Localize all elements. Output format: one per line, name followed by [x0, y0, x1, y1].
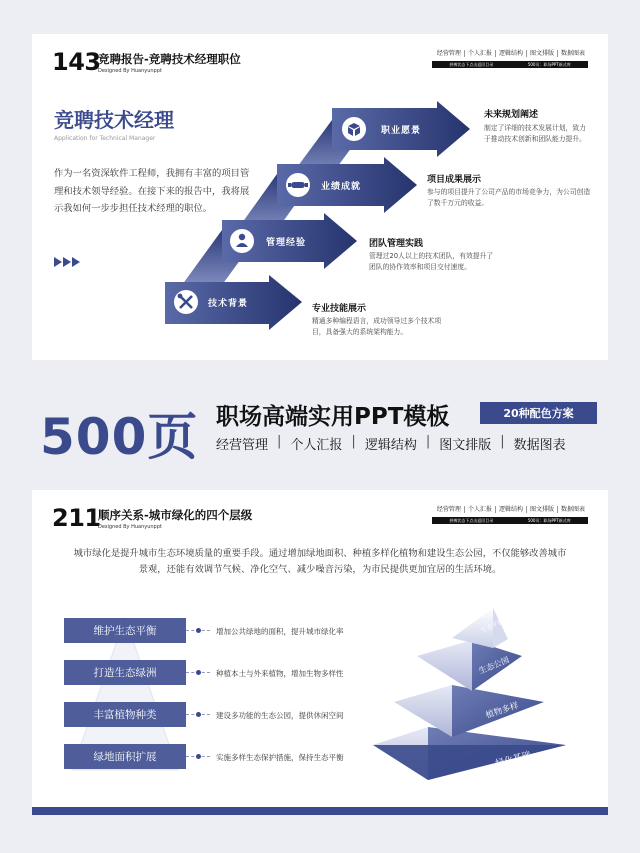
nav-item[interactable]: 经营管理	[436, 50, 461, 57]
annotation-title: 专业技能展示	[312, 304, 367, 314]
category-separator: |	[500, 434, 505, 449]
step-label: 业绩成就	[321, 182, 362, 192]
slide-designer: Designed By Huanyunppt	[98, 68, 162, 74]
category-separator: |	[277, 434, 282, 449]
pyramid-graphic	[32, 490, 608, 815]
nav-item[interactable]: 图文排版	[526, 506, 557, 513]
banner-badge: 20种配色方案	[480, 402, 597, 424]
level-button[interactable]: 绿地面积扩展	[64, 744, 186, 769]
nav-bar-right[interactable]: 500页：职场PPT新式库	[527, 61, 571, 67]
step-label: 职业愿景	[381, 126, 422, 136]
annotation-text: 制定了详细的技术发展计划，致力于推动技术创新和团队能力提升。	[484, 124, 586, 143]
pyramid-tier-3	[394, 685, 544, 737]
banner-category: 图文排版	[439, 438, 492, 453]
main-heading: 竞聘技术经理	[54, 108, 174, 132]
nav-item[interactable]: 个人汇报	[464, 50, 495, 57]
pyramid-label: 植物多样	[484, 700, 521, 721]
main-heading-en: Application for Technical Manager	[54, 135, 156, 142]
step-icon-circle	[230, 229, 254, 253]
level-button[interactable]: 打造生态绿洲	[64, 660, 186, 685]
slide-card-1	[32, 34, 608, 360]
annotation-title: 项目成果展示	[427, 175, 482, 185]
level-description: 增加公共绿地的面积，提升城市绿化率	[216, 627, 344, 636]
nav-item[interactable]: 图文排版	[526, 50, 557, 57]
step-label: 技术背景	[208, 299, 249, 309]
pyramid-tier-4	[373, 727, 566, 780]
banner-category: 经营管理	[216, 438, 269, 453]
slide-title: 竞聘报告-竞聘技术经理职位	[98, 52, 241, 66]
nav-bar-left[interactable]: 拼搏状态下点击返回目录	[449, 61, 494, 67]
slide-number: 211	[52, 504, 101, 532]
banner-category: 个人汇报	[290, 438, 343, 453]
annotation-title: 未来规划阐述	[484, 110, 539, 120]
level-description: 实施多样生态保护措施，保持生态平衡	[216, 753, 344, 762]
intro-paragraph: 作为一名资深软件工程师，我拥有丰富的项目管理和技术领导经验。在接下来的报告中，我将展示我如何一步步担任技术经理的职位。	[54, 168, 250, 214]
slide-card-2	[32, 490, 608, 815]
nav-item[interactable]: 逻辑结构	[495, 50, 526, 57]
annotation-title: 团队管理实践	[369, 239, 424, 249]
level-description: 建设多功能的生态公园，提供休闲空间	[216, 711, 344, 720]
nav-item[interactable]: 逻辑结构	[495, 506, 526, 513]
banner-categories	[216, 434, 566, 453]
footer-bar	[32, 807, 608, 815]
nav-item[interactable]: 个人汇报	[464, 506, 495, 513]
category-separator: |	[425, 434, 431, 449]
nav-item[interactable]: 数据图表	[557, 50, 588, 57]
pyramid-label: 生态平衡	[480, 618, 505, 635]
nav-bar-left[interactable]: 拼搏状态下点击返回目录	[449, 517, 494, 523]
pyramid-label: 绿化基础	[494, 750, 533, 770]
pyramid-label: 生态公园	[477, 655, 511, 676]
annotation-text: 精通多种编程语言，成功领导过多个技术项目，具备强大的系统架构能力。	[312, 317, 442, 336]
nav-bar-right[interactable]: 500页：职场PPT新式库	[527, 517, 571, 523]
banner-big-number: 500页	[40, 408, 199, 466]
level-button[interactable]: 丰富植物种类	[64, 702, 186, 727]
annotation-text: 参与的项目提升了公司产品的市场竞争力，为公司创造了数千万元的收益。	[427, 188, 591, 207]
step-label: 管理经验	[266, 238, 307, 248]
nav-item[interactable]: 数据图表	[557, 506, 588, 513]
slide-title: 顺序关系-城市绿化的四个层级	[98, 508, 253, 522]
intro-paragraph: 城市绿化是提升城市生态环境质量的重要手段。通过增加绿地面积、种植多样化植物和建设生态公园，不仅能够改善城市景观，还能有效调节气候、净化空气、减少噪音污染，为市民提供更加宜居的生活环境。	[73, 548, 567, 575]
slide-designer: Designed By Huanyunppt	[98, 524, 162, 530]
level-description: 种植本土与外来植物，增加生物多样性	[216, 669, 344, 678]
banner-title: 职场高端实用PPT模板	[216, 404, 450, 430]
slide-number: 143	[52, 48, 101, 76]
category-separator: |	[351, 434, 356, 449]
banner-category: 逻辑结构	[364, 438, 417, 453]
nav-item[interactable]: 经营管理	[436, 506, 461, 513]
banner-category: 数据图表	[513, 438, 566, 453]
level-button[interactable]: 维护生态平衡	[64, 618, 186, 643]
annotation-text: 管理过20人以上的技术团队，有效提升了团队的协作效率和项目交付速度。	[369, 252, 494, 271]
